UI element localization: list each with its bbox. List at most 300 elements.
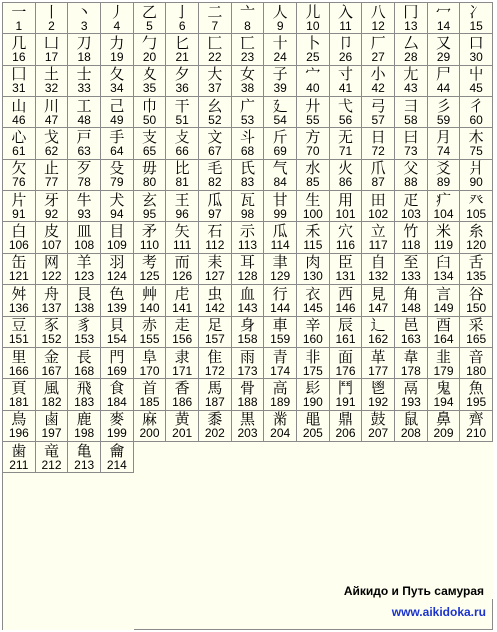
radical-number: 31 — [12, 81, 26, 96]
radical-number: 115 — [303, 238, 323, 253]
radical-glyph: 骨 — [239, 379, 255, 397]
radical-glyph: 鬲 — [403, 379, 419, 397]
radical-number: 122 — [41, 269, 62, 284]
radical-cell — [68, 222, 101, 253]
radical-cell — [68, 348, 101, 379]
radical-cell — [36, 317, 69, 348]
radical-number: 16 — [12, 50, 26, 65]
radical-cell — [199, 97, 232, 128]
radical-number: 127 — [204, 269, 225, 284]
radical-glyph: 十 — [272, 34, 288, 53]
radical-glyph: 甘 — [272, 191, 288, 209]
radical-number: 106 — [8, 238, 29, 253]
radical-number: 197 — [41, 426, 62, 441]
radical-glyph: 隶 — [174, 347, 190, 366]
radical-number: 116 — [335, 238, 356, 253]
radical-cell — [232, 191, 265, 222]
radical-cell — [36, 160, 69, 191]
radical-number: 51 — [175, 112, 189, 127]
radical-cell — [330, 254, 363, 285]
radical-glyph: 攴 — [174, 128, 190, 147]
radical-glyph: 生 — [305, 191, 321, 209]
radical-number: 13 — [404, 18, 418, 33]
radical-glyph: 匕 — [174, 34, 190, 53]
radical-cell — [3, 379, 36, 410]
radical-glyph: 火 — [337, 159, 353, 178]
radical-number: 94 — [110, 206, 124, 221]
radical-number: 110 — [139, 238, 160, 253]
radical-number: 144 — [270, 300, 291, 315]
radical-number: 171 — [172, 363, 193, 378]
radical-glyph: 鼎 — [337, 410, 353, 429]
radical-number: 87 — [371, 175, 385, 190]
radical-cell — [36, 34, 69, 65]
radical-cell — [330, 97, 363, 128]
radical-cell — [395, 379, 428, 410]
radical-cell — [428, 222, 461, 253]
radical-number: 153 — [74, 332, 95, 347]
radical-number: 163 — [400, 332, 421, 347]
radical-cell — [36, 348, 69, 379]
radical-cell — [264, 285, 297, 316]
radical-number: 54 — [273, 112, 287, 127]
radical-cell — [134, 222, 167, 253]
radical-number: 140 — [139, 300, 160, 315]
radical-number: 89 — [436, 175, 451, 190]
radical-glyph: 入 — [337, 3, 353, 21]
radical-glyph: 文 — [207, 128, 223, 147]
radical-number: 206 — [335, 426, 356, 441]
radical-cell — [68, 317, 101, 348]
radical-glyph: 山 — [11, 97, 27, 115]
radical-glyph: 广 — [239, 97, 255, 115]
radical-cell — [36, 411, 69, 442]
radical-glyph: 酉 — [435, 316, 451, 335]
radical-cell — [395, 222, 428, 253]
radical-number: 196 — [8, 426, 29, 441]
radical-cell — [297, 34, 330, 65]
radical-glyph: 寸 — [337, 65, 353, 84]
radical-glyph: 糸 — [468, 222, 484, 241]
radical-number: 210 — [466, 426, 487, 441]
radical-cell — [232, 348, 265, 379]
radical-glyph: 冖 — [435, 3, 451, 21]
radical-number: 36 — [175, 81, 189, 96]
radical-cell — [264, 191, 297, 222]
radical-cell — [460, 348, 493, 379]
radical-number: 32 — [44, 81, 59, 96]
radical-number: 37 — [208, 81, 222, 96]
radical-cell — [297, 191, 330, 222]
radical-cell — [297, 411, 330, 442]
radical-number: 111 — [173, 238, 192, 253]
radical-cell — [297, 285, 330, 316]
radical-cell — [428, 411, 461, 442]
radical-cell — [460, 97, 493, 128]
radical-glyph: 言 — [435, 285, 451, 303]
radical-glyph: 彐 — [403, 97, 419, 115]
radical-glyph: 工 — [76, 97, 92, 115]
radical-number: 85 — [306, 175, 320, 190]
radical-cell — [101, 317, 134, 348]
radical-glyph: 辰 — [337, 316, 353, 335]
radical-number: 185 — [139, 394, 160, 409]
radical-number: 97 — [208, 206, 222, 221]
radical-number: 23 — [240, 50, 255, 65]
radical-cell — [428, 254, 461, 285]
radical-glyph: 豆 — [11, 316, 27, 335]
radical-number: 177 — [368, 363, 389, 378]
radical-glyph: 幺 — [207, 97, 223, 115]
radical-cell — [264, 317, 297, 348]
radical-number: 70 — [306, 144, 320, 159]
radical-cell — [362, 379, 395, 410]
radical-glyph: 貝 — [109, 316, 125, 335]
radical-cell — [199, 317, 232, 348]
radical-number: 30 — [469, 50, 483, 65]
radical-glyph: 谷 — [468, 285, 484, 303]
radical-glyph: 匚 — [207, 34, 223, 53]
radical-glyph: 車 — [272, 316, 288, 335]
radical-number: 50 — [142, 112, 157, 127]
radical-glyph: 手 — [109, 128, 125, 147]
radical-cell — [232, 160, 265, 191]
radical-cell — [3, 160, 36, 191]
radical-glyph: 考 — [141, 253, 157, 272]
radical-glyph: 无 — [337, 128, 353, 147]
radical-number: 133 — [400, 269, 421, 284]
radical-glyph: 鹿 — [76, 410, 92, 429]
radical-number: 55 — [306, 112, 320, 127]
radical-cell — [134, 285, 167, 316]
radical-glyph: 耒 — [207, 253, 223, 272]
radical-cell — [3, 254, 36, 285]
radical-glyph: 力 — [109, 34, 125, 53]
radical-cell — [264, 254, 297, 285]
radical-number: 25 — [306, 50, 320, 65]
radical-cell — [36, 128, 69, 159]
radical-cell — [330, 348, 363, 379]
radical-glyph: 丿 — [109, 3, 125, 21]
radical-number: 56 — [338, 112, 353, 127]
radical-glyph: 用 — [337, 191, 353, 209]
radical-number: 26 — [338, 50, 353, 65]
radical-number: 168 — [74, 363, 95, 378]
radical-number: 190 — [302, 394, 323, 409]
radical-glyph: 癶 — [468, 191, 484, 209]
radical-number: 207 — [368, 426, 389, 441]
radical-glyph: 月 — [435, 128, 451, 147]
radical-glyph: 瓦 — [239, 191, 255, 209]
radical-cell — [362, 66, 395, 97]
radical-number: 92 — [44, 206, 59, 221]
radical-number: 124 — [106, 269, 127, 284]
radical-glyph: 石 — [207, 222, 223, 241]
radical-number: 90 — [469, 175, 483, 190]
radical-cell — [297, 317, 330, 348]
radical-cell — [199, 34, 232, 65]
radical-cell — [395, 285, 428, 316]
radical-glyph: 丨 — [43, 3, 59, 21]
radical-glyph: 音 — [468, 347, 484, 366]
radical-glyph: 鼠 — [403, 410, 419, 429]
radical-cell — [395, 34, 428, 65]
radical-glyph: 瓜 — [207, 191, 223, 209]
radical-number: 103 — [400, 206, 421, 221]
radical-cell — [297, 160, 330, 191]
radical-cell — [264, 66, 297, 97]
radical-number: 170 — [139, 363, 160, 378]
radical-number: 137 — [41, 300, 62, 315]
radical-glyph: 犬 — [109, 191, 125, 209]
radical-cell — [166, 128, 199, 159]
radical-cell — [3, 222, 36, 253]
radical-glyph: 止 — [43, 159, 59, 178]
radical-number: 136 — [8, 300, 29, 315]
radical-glyph: 非 — [305, 347, 321, 366]
radical-cell — [36, 442, 69, 473]
radical-number: 77 — [44, 175, 59, 190]
radical-glyph: 黹 — [272, 410, 288, 429]
radical-cell — [395, 191, 428, 222]
radical-cell — [362, 128, 395, 159]
radical-number: 4 — [113, 18, 121, 33]
radical-glyph: 廴 — [272, 97, 288, 115]
radical-glyph: 田 — [370, 191, 386, 209]
radical-glyph: 臼 — [435, 253, 451, 272]
radical-number: 40 — [306, 81, 320, 96]
radical-glyph: 黍 — [207, 410, 223, 429]
radical-glyph: 父 — [403, 159, 419, 178]
radical-glyph: 曰 — [403, 128, 419, 147]
radical-cell — [395, 66, 428, 97]
radical-cell — [199, 128, 232, 159]
radical-cell — [3, 128, 36, 159]
radical-glyph: 立 — [370, 222, 386, 241]
radical-glyph: 尸 — [435, 65, 451, 84]
radical-cell — [428, 317, 461, 348]
radical-number: 47 — [44, 112, 59, 127]
radical-cell — [166, 379, 199, 410]
radical-glyph: 麥 — [109, 410, 125, 429]
radical-number: 181 — [8, 394, 29, 409]
radical-glyph: 足 — [207, 316, 223, 335]
radical-number: 88 — [404, 175, 418, 190]
radical-number: 53 — [240, 112, 255, 127]
radical-number: 81 — [175, 175, 189, 190]
radical-number: 93 — [77, 206, 91, 221]
radical-number: 212 — [41, 457, 62, 472]
radical-glyph: 爻 — [435, 159, 451, 178]
radical-glyph: 高 — [272, 379, 288, 397]
radical-cell — [428, 348, 461, 379]
radical-cell — [330, 34, 363, 65]
radical-number: 43 — [404, 81, 418, 96]
radical-cell — [362, 34, 395, 65]
radical-glyph: 行 — [272, 285, 288, 303]
radical-cell — [166, 411, 199, 442]
radical-number: 149 — [433, 300, 454, 315]
radical-glyph: 飛 — [76, 379, 92, 397]
radical-glyph: 矢 — [174, 222, 190, 241]
radical-cell — [362, 222, 395, 253]
radical-glyph: 麻 — [141, 410, 157, 429]
radical-glyph: 竜 — [43, 441, 59, 460]
radical-number: 73 — [404, 144, 418, 159]
radical-number: 165 — [466, 332, 487, 347]
radical-number: 1 — [15, 18, 23, 33]
radical-number: 29 — [436, 50, 451, 65]
site-link[interactable]: www.aikidoka.ru — [391, 604, 486, 619]
radical-cell — [134, 348, 167, 379]
radical-cell — [134, 34, 167, 65]
radical-number: 178 — [400, 363, 421, 378]
radical-glyph: 皿 — [76, 222, 92, 241]
radical-number: 132 — [368, 269, 389, 284]
radical-glyph: 八 — [370, 3, 386, 21]
radical-cell — [460, 160, 493, 191]
radical-glyph: 方 — [305, 128, 321, 147]
radical-glyph: 鬼 — [435, 379, 451, 397]
radical-cell — [68, 191, 101, 222]
radical-glyph: 頁 — [11, 379, 27, 397]
radical-cell — [36, 285, 69, 316]
radical-glyph: 鬥 — [337, 379, 353, 397]
radical-cell — [330, 66, 363, 97]
radical-glyph: 隹 — [207, 347, 223, 366]
radical-number: 134 — [433, 269, 454, 284]
radical-glyph: 馬 — [207, 379, 223, 397]
radical-cell — [166, 348, 199, 379]
radical-number: 63 — [77, 144, 91, 159]
radical-cell — [428, 34, 461, 65]
radical-cell — [68, 442, 101, 473]
radical-cell — [134, 97, 167, 128]
radical-number: 9 — [276, 18, 284, 33]
radical-number: 175 — [302, 363, 323, 378]
radical-glyph: 風 — [43, 379, 59, 397]
radical-number: 24 — [273, 50, 287, 65]
radical-cell — [428, 285, 461, 316]
radical-number: 204 — [270, 426, 291, 441]
radical-number: 86 — [338, 175, 353, 190]
radical-cell — [330, 191, 363, 222]
radical-glyph: 矛 — [141, 222, 157, 241]
radical-number: 176 — [335, 363, 356, 378]
radical-glyph: 女 — [239, 65, 255, 84]
radical-cell — [232, 379, 265, 410]
radical-glyph: 邑 — [403, 316, 419, 335]
radical-cell — [264, 411, 297, 442]
radical-glyph: 齊 — [468, 410, 484, 429]
radical-number: 22 — [208, 50, 222, 65]
radical-number: 188 — [237, 394, 258, 409]
radical-glyph: 尢 — [403, 65, 419, 84]
radical-glyph: 自 — [370, 253, 386, 272]
radical-glyph: 川 — [43, 97, 59, 115]
radical-number: 19 — [110, 50, 124, 65]
radical-glyph: 歹 — [76, 159, 92, 178]
radical-glyph: 青 — [272, 347, 288, 366]
radical-glyph: 弓 — [370, 97, 386, 115]
radical-number: 160 — [302, 332, 323, 347]
radical-number: 2 — [48, 18, 55, 33]
radical-number: 211 — [9, 457, 29, 472]
radical-cell — [264, 348, 297, 379]
radical-glyph: 乙 — [141, 3, 157, 21]
radical-cell — [264, 128, 297, 159]
radical-number: 143 — [237, 300, 258, 315]
radical-cell — [232, 97, 265, 128]
radical-glyph: 支 — [141, 128, 157, 147]
radical-cell — [362, 317, 395, 348]
radical-cell — [68, 3, 101, 34]
radical-number: 60 — [469, 112, 483, 127]
radical-glyph: 艮 — [76, 285, 92, 303]
radical-glyph: 疒 — [435, 191, 451, 209]
radical-glyph: 黒 — [239, 410, 255, 429]
radical-number: 193 — [400, 394, 421, 409]
radical-number: 20 — [142, 50, 157, 65]
radical-cell — [101, 379, 134, 410]
radical-glyph: 而 — [174, 253, 190, 272]
radical-number: 161 — [335, 332, 356, 347]
radical-cell — [297, 66, 330, 97]
radical-glyph: 勹 — [141, 34, 157, 53]
radical-glyph: 卜 — [305, 34, 321, 53]
radical-cell — [395, 254, 428, 285]
radical-number: 174 — [270, 363, 291, 378]
radical-number: 39 — [273, 81, 287, 96]
radical-cell — [36, 191, 69, 222]
radical-glyph: 身 — [239, 316, 255, 335]
radical-number: 182 — [41, 394, 62, 409]
radical-glyph: 虫 — [207, 285, 223, 303]
radical-cell — [101, 3, 134, 34]
radical-cell — [68, 379, 101, 410]
radical-glyph: 土 — [43, 65, 59, 84]
radical-number: 150 — [466, 300, 487, 315]
radical-number: 46 — [12, 112, 26, 127]
radical-cell — [199, 411, 232, 442]
radical-cell — [428, 97, 461, 128]
radical-glyph: 艸 — [141, 285, 157, 303]
radical-cell — [101, 222, 134, 253]
radical-glyph: 几 — [11, 34, 27, 53]
radical-number: 10 — [306, 18, 320, 33]
radical-glyph: 屮 — [468, 65, 484, 84]
radical-number: 147 — [368, 300, 389, 315]
radical-glyph: 面 — [337, 347, 353, 366]
radical-glyph: 王 — [174, 191, 190, 209]
radical-number: 65 — [142, 144, 157, 159]
radical-number: 38 — [240, 81, 255, 96]
radical-number: 28 — [404, 50, 418, 65]
radical-glyph: 爪 — [370, 159, 386, 178]
radical-cell — [297, 128, 330, 159]
radical-cell — [199, 379, 232, 410]
radical-glyph: 髟 — [305, 379, 321, 397]
radical-cell — [395, 160, 428, 191]
radical-number: 192 — [368, 394, 389, 409]
site-title: Айкидо и Путь самурая — [343, 583, 484, 598]
radical-number: 189 — [270, 394, 291, 409]
radical-glyph: 网 — [43, 253, 59, 272]
radical-glyph: 門 — [109, 347, 125, 366]
radical-cell — [232, 285, 265, 316]
radical-cell — [362, 411, 395, 442]
radical-number: 11 — [339, 18, 352, 33]
